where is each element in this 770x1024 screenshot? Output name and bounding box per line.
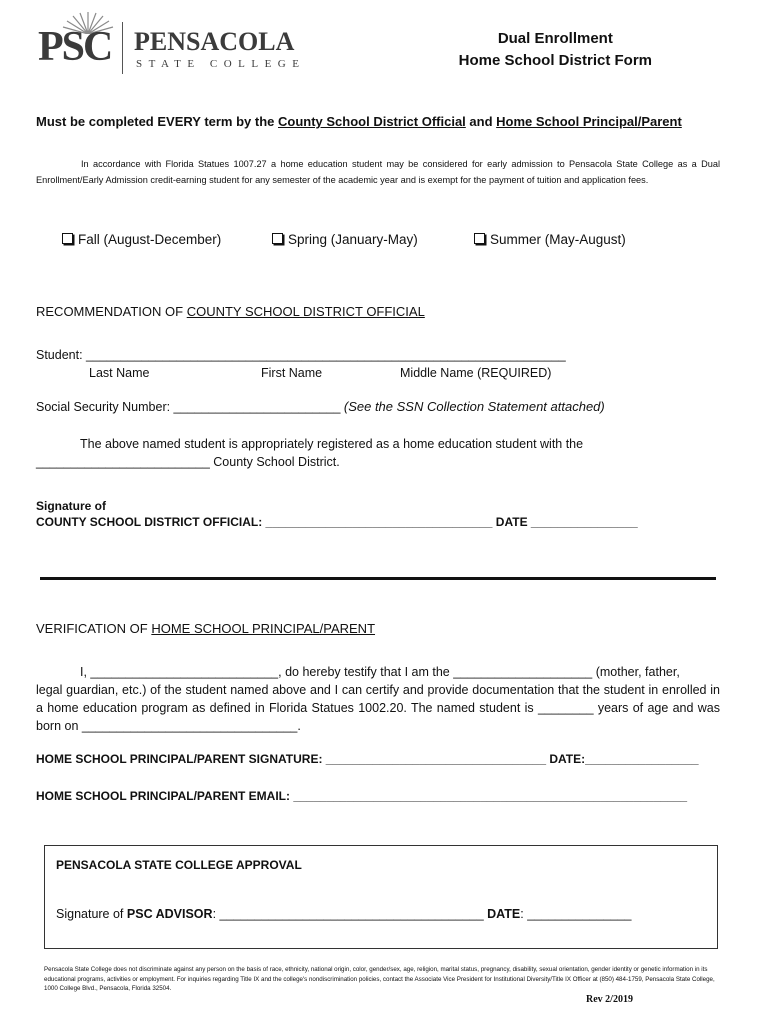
- logo-subtitle: STATE COLLEGE: [136, 58, 306, 70]
- last-name-label: Last Name: [89, 366, 150, 380]
- instruction-prefix: Must be completed EVERY term by the: [36, 114, 278, 129]
- term-spring[interactable]: [272, 232, 418, 247]
- ssn-note: (See the SSN Collection Statement attached): [343, 399, 605, 414]
- advisor-date-line[interactable]: : _______________: [520, 907, 632, 921]
- official-signature-field[interactable]: COUNTY SCHOOL DISTRICT OFFICIAL: __________________________________ DATE ________________: [36, 515, 638, 529]
- parent-signature-field[interactable]: HOME SCHOOL PRINCIPAL/PARENT SIGNATURE: _________________________________ DATE:_________________: [36, 752, 699, 766]
- instruction-principal: Home School Principal/Parent: [496, 114, 682, 129]
- testimony-paragraph[interactable]: [36, 663, 720, 735]
- ssn-field[interactable]: [36, 399, 605, 414]
- logo-name: PENSACOLA: [134, 27, 295, 56]
- testimony-line1[interactable]: I, ___________________________, do hereby testify that I am the ____________________ (mother, father,: [80, 665, 680, 679]
- term-summer-label: Summer (May-August): [490, 232, 626, 247]
- form-title: [459, 28, 652, 72]
- approval-title: PENSACOLA STATE COLLEGE APPROVAL: [56, 858, 302, 872]
- advisor-signature-field[interactable]: [56, 907, 632, 921]
- county-district-field[interactable]: _________________________ County School District.: [36, 455, 340, 469]
- intro-paragraph: In accordance with Florida Statues 1007.27 a home education student may be considered for early admission to Pensacola State College as a Dual Enrollment/Early Admission credit-earning student for any semester of the academic year and is exempt for the payment of tuition and application fees.: [36, 159, 720, 185]
- form-title-line2: Home School District Form: [458, 52, 652, 69]
- recommendation-heading: [36, 304, 425, 319]
- logo-abbrev: PSC: [38, 24, 112, 70]
- logo-divider: [122, 22, 123, 74]
- term-spring-label: Spring (January-May): [288, 232, 418, 247]
- recommendation-heading-prefix: RECOMMENDATION OF: [36, 304, 187, 319]
- student-name-field[interactable]: Student: _____________________________________________________________________: [36, 348, 566, 362]
- advisor-signature-prefix: Signature of: [56, 907, 127, 921]
- checkbox-icon[interactable]: [272, 233, 283, 244]
- verification-heading-prefix: VERIFICATION OF: [36, 621, 152, 636]
- checkbox-icon[interactable]: [474, 233, 485, 244]
- form-title-line1: Dual Enrollment: [497, 30, 613, 47]
- term-fall-label: Fall (August-December): [78, 232, 222, 247]
- checkbox-icon[interactable]: [62, 233, 73, 244]
- middle-name-label: Middle Name (REQUIRED): [400, 366, 552, 380]
- term-fall[interactable]: [62, 232, 221, 247]
- completion-instruction: [36, 114, 682, 129]
- recommendation-heading-underlined: COUNTY SCHOOL DISTRICT OFFICIAL: [186, 304, 425, 319]
- verification-heading-underlined: HOME SCHOOL PRINCIPAL/PARENT: [151, 621, 376, 636]
- parent-email-field[interactable]: HOME SCHOOL PRINCIPAL/PARENT EMAIL: ___________________________________________________________: [36, 789, 688, 803]
- instruction-official: County School District Official: [278, 114, 466, 129]
- advisor-date-label: DATE: [487, 907, 521, 921]
- college-logo: [38, 10, 308, 76]
- nondiscrimination-footer: Pensacola State College does not discriminate against any person on the basis of race, ethnicity, national origin, color, gender/sex, age, religion, marital status, pregnancy, disability, sexual orientation, gender identity or genetic information in its educational programs, activities or employment. For inquiries regarding Title IX and the college's nondiscrimination policies, contact the Associate Vice President for Institutional Diversity/Title IX Officer at (850) 484-1759, Pensacola State College, 1000 College Blvd., Pensacola, Florida 32504.: [44, 966, 715, 992]
- advisor-signature-line[interactable]: : ______________________________________: [212, 907, 488, 921]
- ssn-label: Social Security Number: ________________________: [36, 400, 344, 414]
- instruction-and: and: [465, 114, 497, 129]
- verification-heading: [36, 621, 375, 636]
- signature-of-label: Signature of: [36, 499, 107, 513]
- registration-statement: The above named student is appropriately registered as a home education student with the: [80, 437, 584, 451]
- first-name-label: First Name: [261, 366, 323, 380]
- section-divider: [40, 577, 716, 580]
- term-summer[interactable]: [474, 232, 626, 247]
- testimony-rest[interactable]: legal guardian, etc.) of the student named above and I can certify and provide documentation that the student in enrolled in a home education program as defined in Florida Statues 1002.20. The named student is ________ years of age and was born on _______________________________.: [36, 683, 720, 733]
- revision-label: Rev 2/2019: [586, 994, 633, 1005]
- advisor-label: PSC ADVISOR: [126, 907, 213, 921]
